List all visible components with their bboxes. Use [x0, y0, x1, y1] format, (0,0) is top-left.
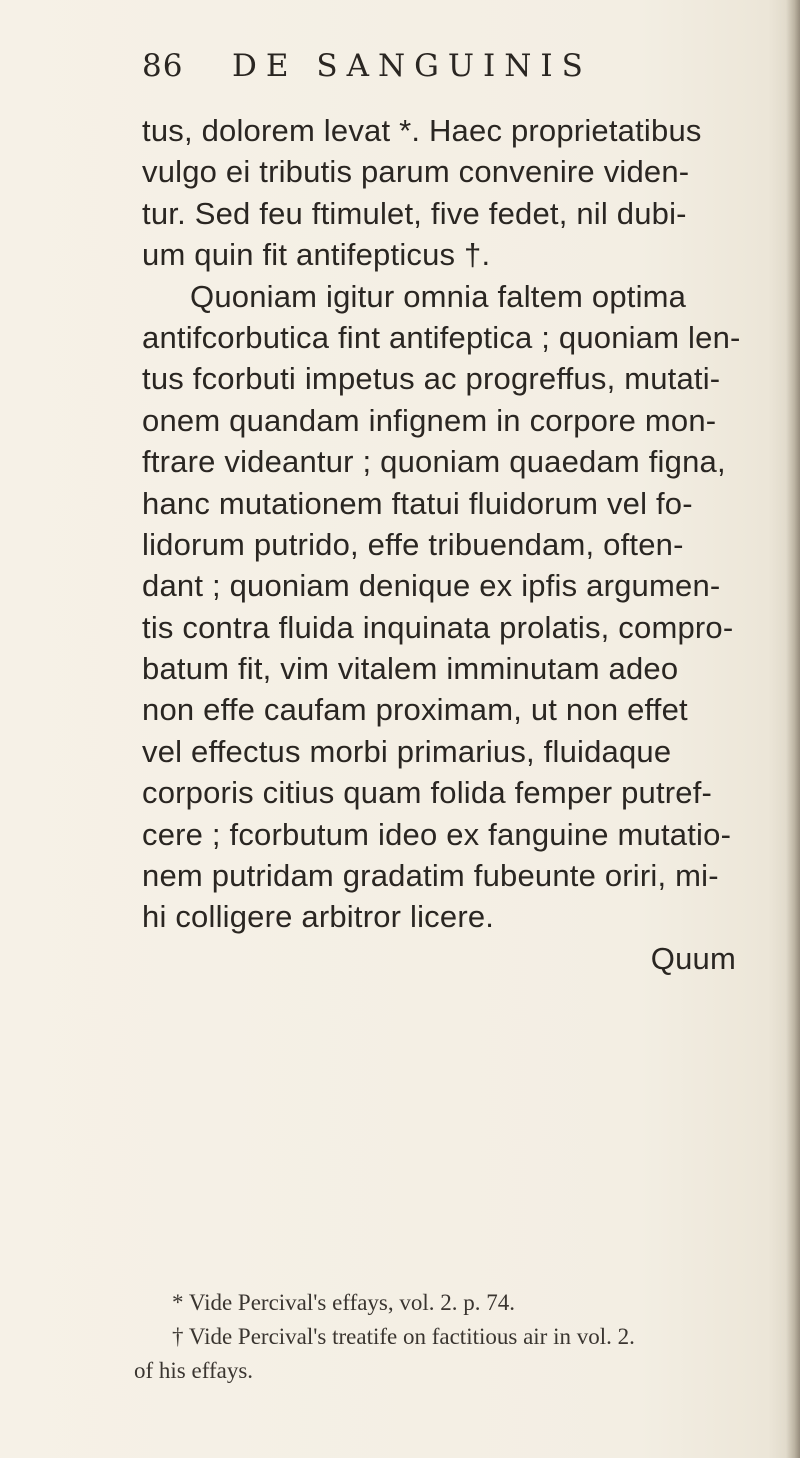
main-text-block [142, 110, 782, 979]
page-number: 86 [142, 48, 184, 84]
text-line: tus, dolorem levat *. Haec proprietatibus [142, 113, 702, 148]
text-line: corporis citius quam folida femper putref- [142, 775, 713, 811]
text-line: onem quandam infignem in corpore mon- [142, 402, 717, 438]
text-line: lidorum putrido, effe tribuendam, often- [142, 526, 684, 562]
running-title: DE SANGUINIS [232, 48, 592, 84]
text-line: dant ; quoniam denique ex ipfis argumen- [142, 568, 721, 604]
text-line: vel effectus morbi primarius, fluidaque [142, 733, 672, 769]
text-line: tus fcorbuti impetus ac progreffus, mutati- [142, 361, 721, 397]
catchword: Quum [650, 940, 736, 976]
text-line: hanc mutationem ftatui fluidorum vel fo- [142, 485, 693, 521]
page-binding-edge [786, 0, 800, 1458]
text-line: vulgo ei tributis parum convenire viden- [142, 154, 690, 190]
footnote-asterisk: * Vide Percival's effays, vol. 2. p. 74. [172, 1290, 516, 1315]
running-head [142, 46, 682, 86]
footnote-dagger-continuation: of his effays. [134, 1358, 254, 1383]
footnote-dagger: † Vide Percival's treatife on factitious air in vol. 2. [172, 1324, 635, 1349]
text-line: antifcorbutica fint antifeptica ; quoniam len- [142, 319, 741, 355]
footnotes [134, 1286, 782, 1388]
text-line: um quin fit antifepticus †. [142, 237, 491, 273]
text-line: tis contra fluida inquinata prolatis, compro- [142, 609, 734, 645]
text-line: batum fit, vim vitalem imminutam adeo [142, 651, 679, 687]
text-line: hi colligere arbitror licere. [142, 899, 495, 935]
text-line: tur. Sed feu ftimulet, five fedet, nil dubi- [142, 195, 687, 231]
text-line: non effe caufam proximam, ut non effet [142, 692, 688, 728]
text-line: ftrare videantur ; quoniam quaedam figna, [142, 444, 726, 480]
text-line: cere ; fcorbutum ideo ex fanguine mutatio- [142, 816, 732, 852]
text-line: nem putridam gradatim fubeunte oriri, mi- [142, 858, 719, 894]
paragraph-start-line: Quoniam igitur omnia faltem optima [190, 278, 687, 314]
